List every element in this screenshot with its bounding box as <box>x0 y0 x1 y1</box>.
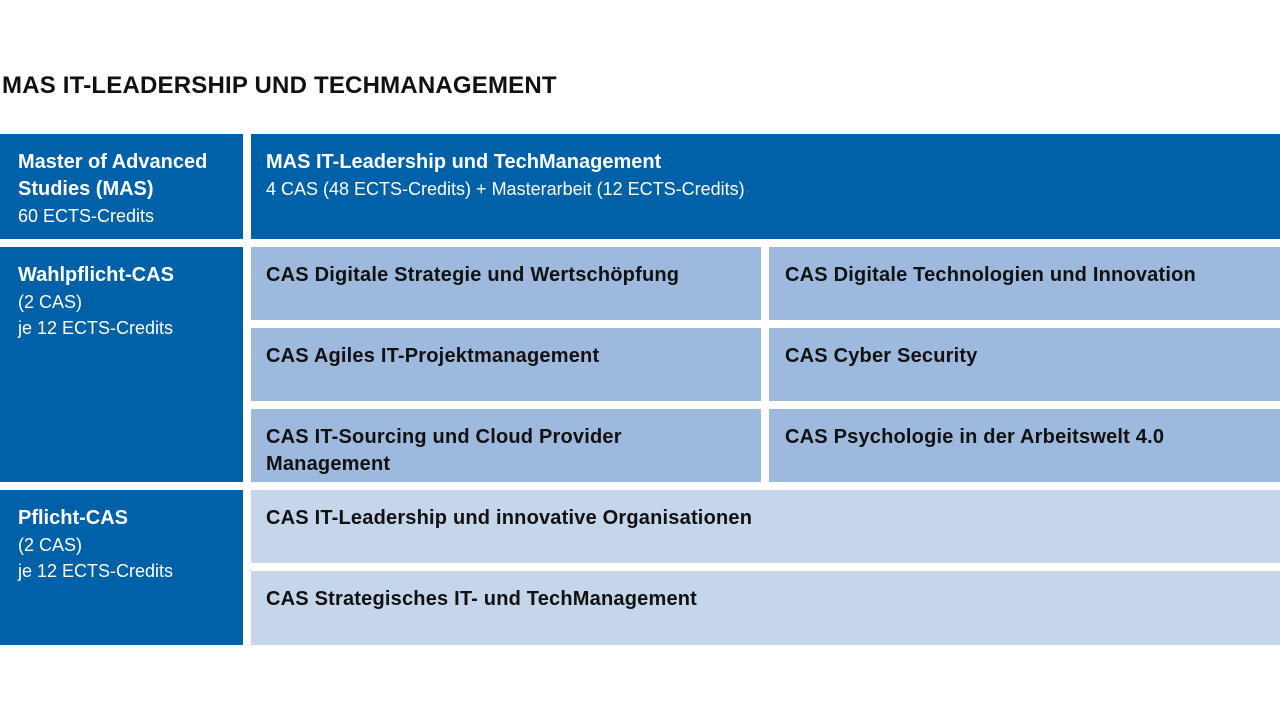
mas-label-cell <box>0 134 243 239</box>
course-title: CAS Digitale Strategie und Wertschöpfung <box>266 264 680 286</box>
course-title: CAS Strategisches IT- und TechManagement <box>266 588 698 610</box>
wahlpflicht-label-cell <box>0 247 243 482</box>
page-title: MAS IT-LEADERSHIP UND TECHMANAGEMENT <box>2 72 557 99</box>
course-cell <box>251 571 1280 645</box>
course-cell <box>251 328 761 401</box>
wahlpflicht-label-title: Wahlpflicht-CAS <box>18 264 174 286</box>
pflicht-label-count: (2 CAS) <box>18 535 83 555</box>
pflicht-label-credits: je 12 ECTS-Credits <box>18 561 174 581</box>
mas-content-cell <box>251 134 1280 239</box>
course-cell <box>769 328 1280 401</box>
course-title: CAS Digitale Technologien und Innovation <box>785 264 1196 286</box>
course-title: CAS Cyber Security <box>785 345 978 367</box>
course-title: CAS Agiles IT-Projektmanagement <box>266 345 600 367</box>
course-cell <box>769 247 1280 320</box>
course-cell <box>251 247 761 320</box>
pflicht-label-title: Pflicht-CAS <box>18 507 128 529</box>
wahlpflicht-label-count: (2 CAS) <box>18 292 83 312</box>
mas-label-credits: 60 ECTS-Credits <box>18 206 155 226</box>
wahlpflicht-label-credits: je 12 ECTS-Credits <box>18 318 174 338</box>
course-title: CAS IT-Leadership und innovative Organisationen <box>266 507 753 529</box>
pflicht-label-cell <box>0 490 243 645</box>
mas-program-title: MAS IT-Leadership und TechManagement <box>266 151 662 173</box>
course-title: CAS Psychologie in der Arbeitswelt 4.0 <box>785 426 1165 448</box>
course-cell <box>251 409 761 482</box>
course-cell <box>251 490 1280 563</box>
course-cell <box>769 409 1280 482</box>
course-title: CAS IT-Sourcing und Cloud Provider Management <box>266 426 622 475</box>
mas-label-title: Master of Advanced Studies (MAS) <box>18 151 208 200</box>
mas-program-composition: 4 CAS (48 ECTS-Credits) + Masterarbeit (12 ECTS-Credits) <box>266 179 745 199</box>
